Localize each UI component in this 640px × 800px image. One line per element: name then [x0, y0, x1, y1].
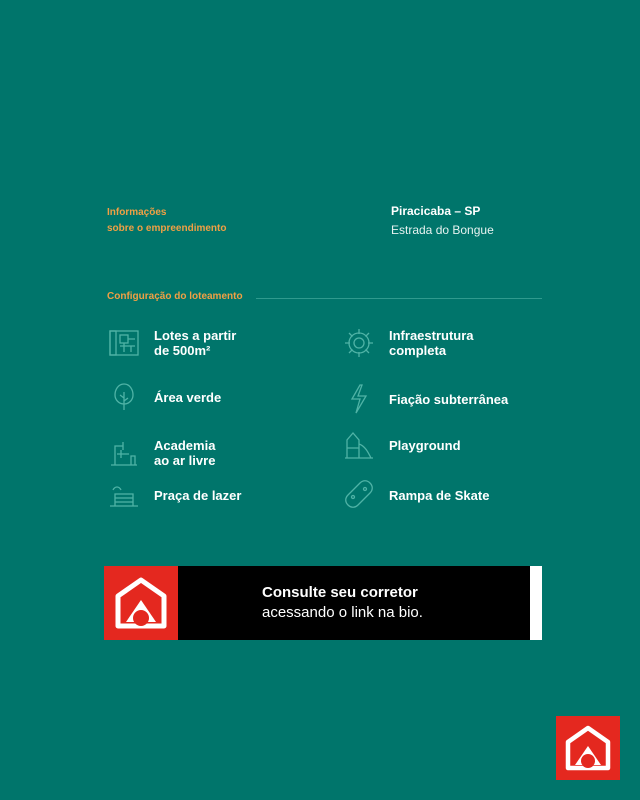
feature-infraestrutura	[342, 326, 474, 360]
feature-label: completa	[389, 343, 447, 358]
feature-label: Infraestrutura	[389, 328, 474, 343]
feature-playground	[342, 428, 461, 462]
feature-label: Fiação subterrânea	[389, 391, 509, 407]
cta-banner[interactable]	[104, 566, 542, 640]
info-title-line2: sobre o empreendimento	[107, 223, 227, 234]
section-title: Configuração do loteamento	[107, 291, 243, 302]
cta-text	[262, 583, 423, 623]
playground-icon	[342, 428, 376, 462]
feature-skate	[342, 478, 489, 512]
brand-logo-icon	[104, 566, 178, 640]
gym-equipment-icon	[107, 436, 141, 470]
location-road: Estrada do Bongue	[391, 223, 494, 237]
cta-edge-bar	[530, 566, 542, 640]
location-city: Piracicaba – SP	[391, 204, 481, 218]
feature-label: de 500m²	[154, 343, 211, 358]
blueprint-icon	[107, 326, 141, 360]
skateboard-icon	[342, 478, 376, 512]
feature-label: Playground	[389, 437, 461, 453]
feature-label: Praça de lazer	[154, 487, 242, 503]
feature-label: ao ar livre	[154, 453, 216, 468]
cta-line1: Consulte seu corretor	[262, 584, 418, 601]
feature-label: Rampa de Skate	[389, 487, 490, 503]
tree-icon	[107, 380, 141, 414]
feature-label: Área verde	[154, 389, 222, 405]
location	[391, 202, 494, 240]
feature-area-verde	[107, 380, 221, 414]
feature-label: Academia	[154, 438, 216, 453]
feature-label: Lotes a partir	[154, 328, 237, 343]
lightning-icon	[342, 382, 376, 416]
info-title-line1: Informações	[107, 207, 167, 218]
info-title	[107, 205, 226, 237]
feature-lotes	[107, 326, 236, 360]
feature-academia	[107, 436, 215, 470]
feature-fiacao	[342, 382, 508, 416]
feature-praca	[107, 478, 241, 512]
corner-logo-icon	[556, 716, 620, 780]
gear-icon	[342, 326, 376, 360]
cta-line2: acessando o link na bio.	[262, 604, 423, 621]
bench-icon	[107, 478, 141, 512]
section-divider	[256, 298, 542, 299]
